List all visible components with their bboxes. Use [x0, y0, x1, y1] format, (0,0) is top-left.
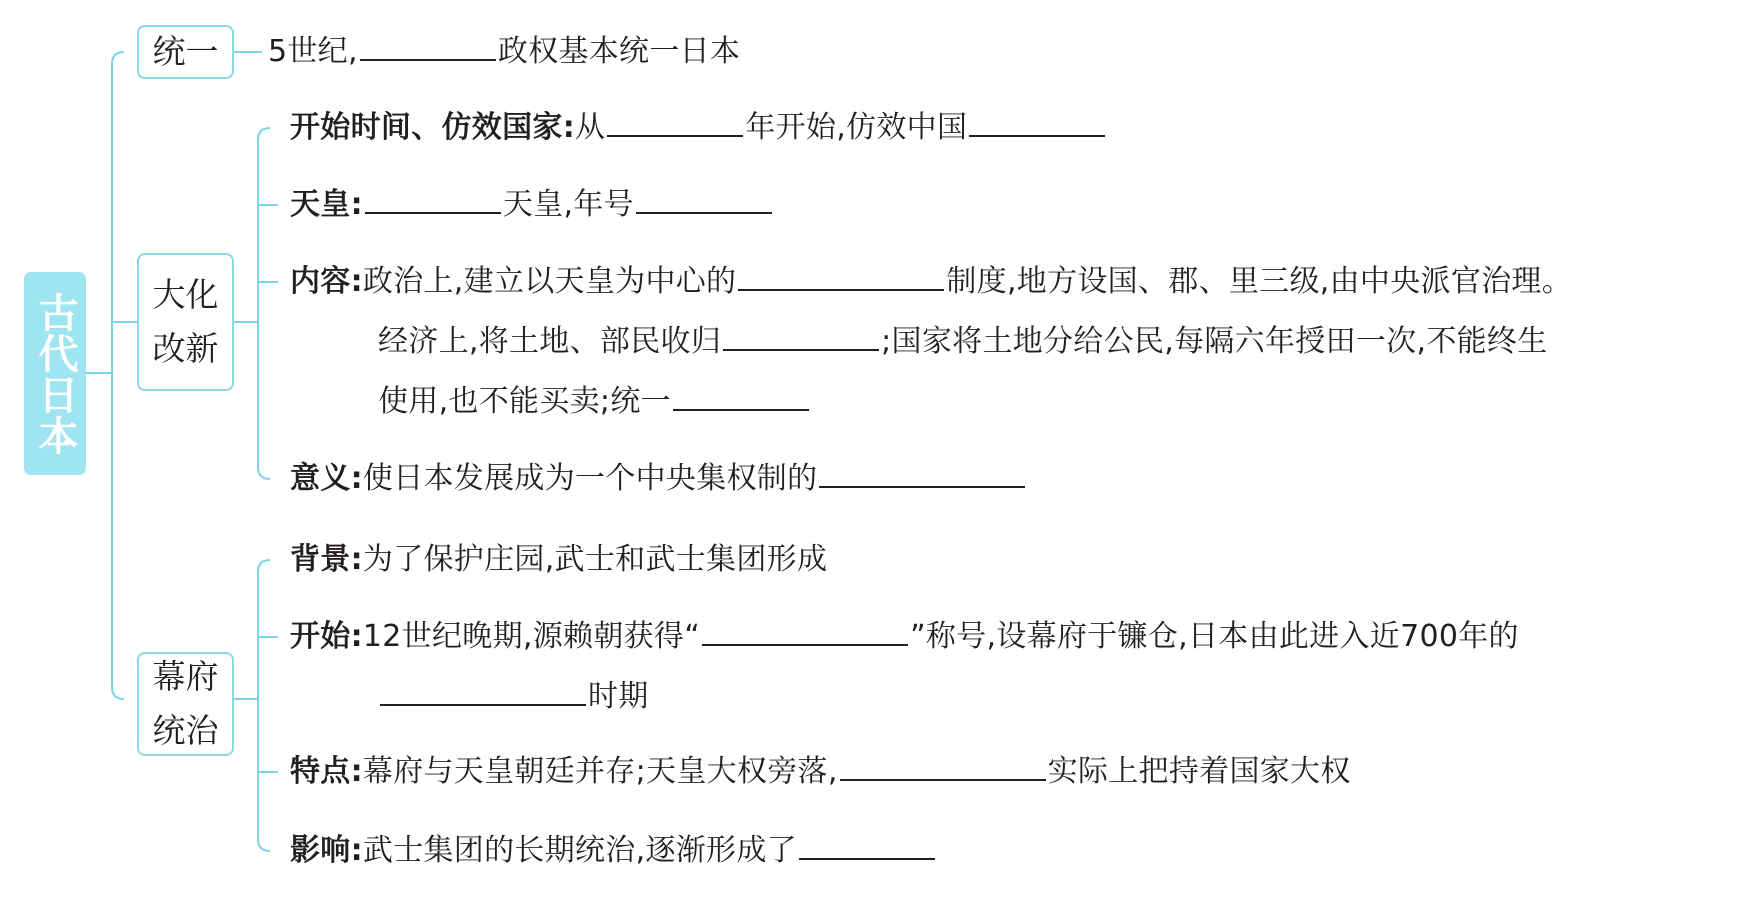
taika-content-line-2: 经济上,将土地、部民收归 ;国家将土地分给公民,每隔六年授田一次,不能终生: [378, 324, 1548, 359]
shogunate-start-key: 开始:: [290, 619, 363, 654]
shogunate-background-line: 背景:为了保护庄园,武士和武士集团形成: [290, 542, 828, 577]
node-taika-label: 大化 改新: [152, 275, 219, 368]
blank: [819, 460, 1025, 488]
node-shogunate-label: 幕府 统治: [152, 657, 219, 750]
blank: [969, 109, 1105, 137]
node-shogunate-rule: [137, 652, 234, 756]
shogunate-feature-line: 特点:幕府与天皇朝廷并存;天皇大权旁落, 实际上把持着国家大权: [290, 754, 1351, 789]
shogunate-start-line-2: 时期: [378, 677, 649, 717]
shogunate-background-key: 背景:: [290, 542, 363, 577]
node-taika-reform: [137, 253, 234, 391]
blank: [365, 186, 501, 214]
taika-content-line-1: 内容:政治上,建立以天皇为中心的 制度,地方设国、郡、里三级,由中央派官治理。: [290, 264, 1573, 299]
taika-content-key: 内容:: [290, 264, 363, 299]
blank: [723, 323, 879, 351]
taika-start-key: 开始时间、仿效国家:: [290, 110, 575, 145]
blank: [607, 109, 743, 137]
blank: [702, 618, 908, 646]
blank: [360, 33, 496, 61]
blank: [380, 678, 586, 706]
taika-start-line: 开始时间、仿效国家:从 年开始,仿效中国: [290, 108, 1107, 148]
node-unification: [137, 25, 234, 79]
taika-emperor-line: 天皇: 天皇,年号: [290, 185, 774, 225]
shogunate-impact-line: 影响:武士集团的长期统治,逐渐形成了: [290, 831, 937, 871]
blank: [738, 263, 944, 291]
taika-emperor-key: 天皇:: [290, 187, 363, 222]
shogunate-impact-key: 影响:: [290, 833, 363, 868]
taika-meaning-key: 意义:: [290, 461, 363, 496]
blank: [673, 383, 809, 411]
blank: [840, 753, 1046, 781]
root-label: 古代日本: [32, 291, 78, 456]
unify-line: 5世纪, 政权基本统一日本: [268, 34, 741, 69]
node-unification-label: 统一: [152, 32, 219, 71]
taika-content-line-3: 使用,也不能买卖;统一: [378, 382, 811, 422]
root-node-ancient-japan: [24, 272, 86, 475]
blank: [799, 832, 935, 860]
taika-meaning-line: 意义:使日本发展成为一个中央集权制的: [290, 459, 1027, 499]
shogunate-start-line-1: 开始:12世纪晚期,源赖朝获得“ ”称号,设幕府于镰仓,日本由此进入近700年的: [290, 619, 1519, 654]
shogunate-feature-key: 特点:: [290, 754, 363, 789]
blank: [636, 186, 772, 214]
